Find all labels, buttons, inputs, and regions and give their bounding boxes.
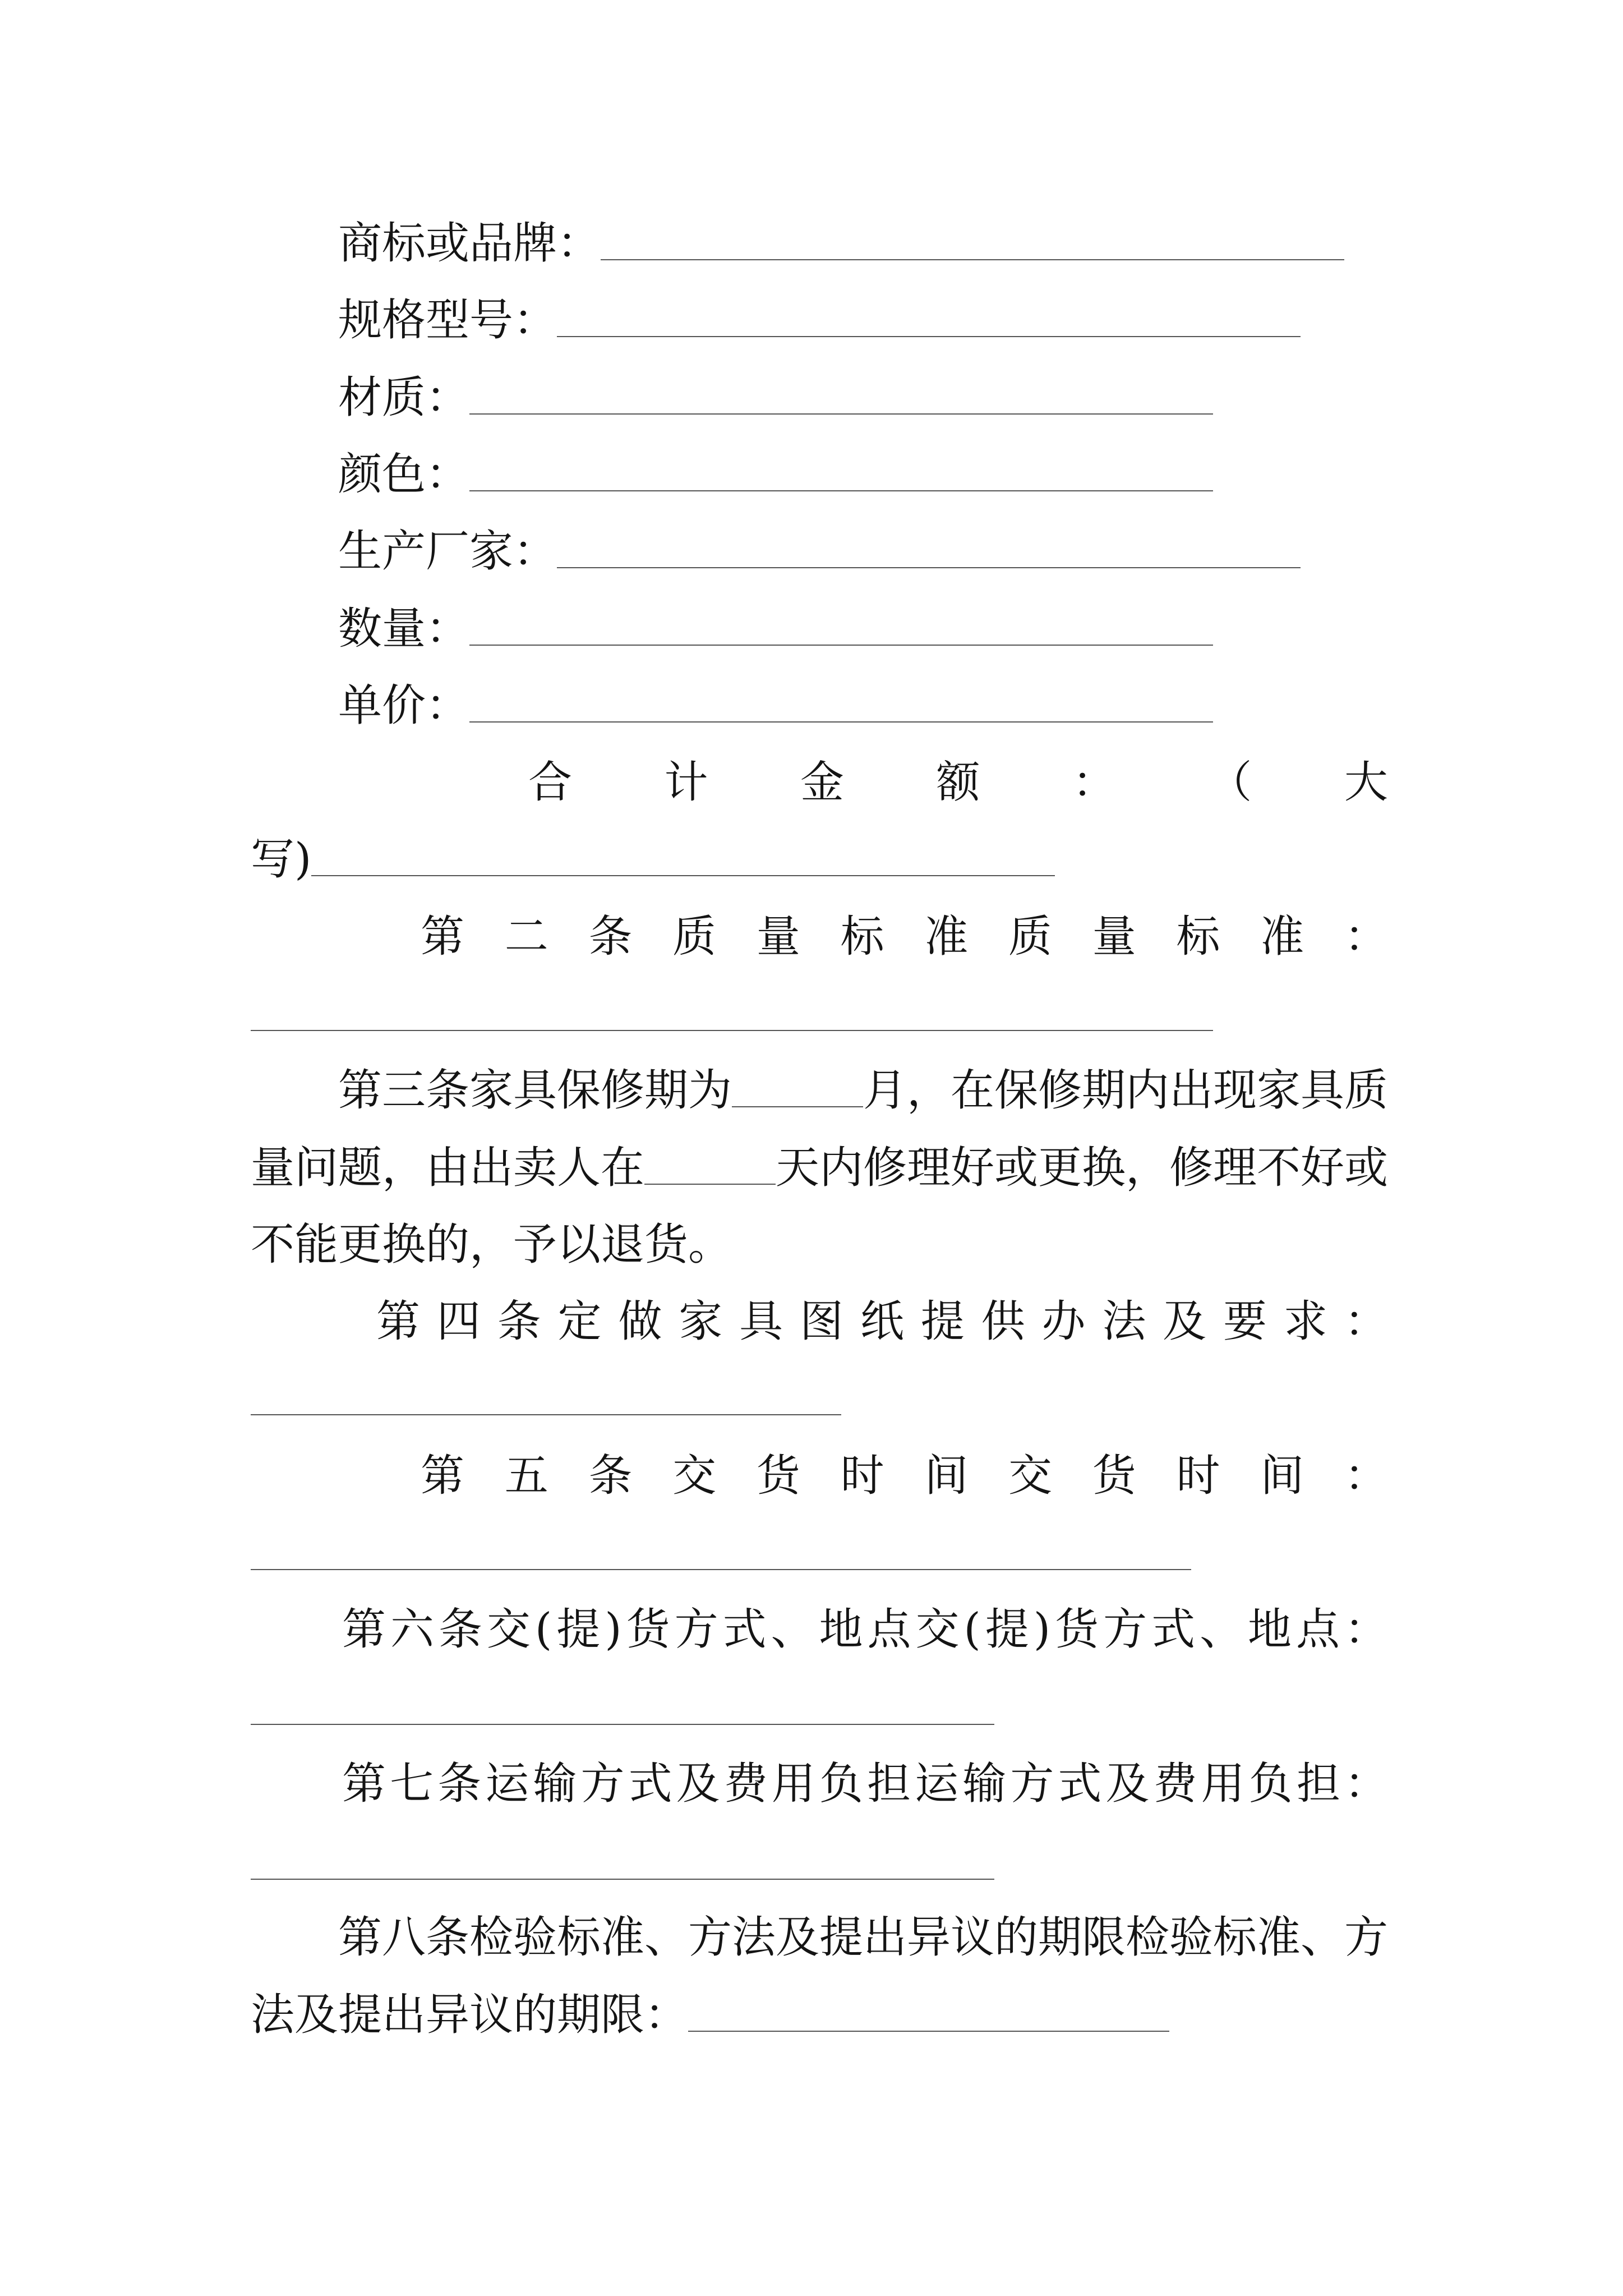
glyph: 输 [533,1759,577,1809]
article-7-heading [342,1759,1388,1809]
article-8-line-2 [251,1990,1169,2040]
article-5-heading [421,1451,1388,1501]
glyph: 量 [756,912,800,962]
article-3-text: 天内修理好或更换，修理不好或 [776,1143,1389,1193]
glyph: 方 [674,1604,718,1655]
glyph: 六 [390,1604,434,1655]
fill-in-blank [601,222,1344,260]
glyph: 费 [723,1759,768,1809]
field-label: 规格型号： [338,295,557,346]
glyph: 七 [390,1759,434,1809]
field-label: 商标或品牌： [338,218,601,269]
glyph: 提 [985,1604,1029,1655]
article-2-blank-line [251,1030,1213,1031]
glyph: 用 [771,1759,815,1809]
glyph: 第 [421,912,465,962]
glyph: 第 [342,1759,386,1809]
glyph: 条 [588,1451,633,1501]
article-5-blank-line [251,1569,1191,1570]
glyph: 提 [556,1604,601,1655]
glyph: 地 [1248,1604,1292,1655]
article-7-blank-line [251,1879,994,1880]
glyph: 时 [1176,1451,1220,1501]
color-field [338,449,1213,500]
glyph: 量 [1092,912,1136,962]
article-3-line-2 [251,1143,1389,1193]
glyph: 方 [1010,1759,1054,1809]
glyph: 金 [800,757,844,808]
glyph: 条 [497,1296,541,1347]
glyph: ) [605,1604,622,1655]
glyph: 用 [1201,1759,1245,1809]
glyph: 点 [1296,1604,1340,1655]
glyph: 负 [1248,1759,1293,1809]
glyph: 标 [840,912,884,962]
article-3-text: 量问题，由出卖人在 [251,1143,645,1193]
glyph: 四 [436,1296,481,1347]
field-label: 颜色： [338,449,470,500]
glyph: 交 [486,1604,531,1655]
glyph: 交 [915,1604,960,1655]
fill-in-blank [557,298,1301,337]
article-4-blank-line [251,1414,841,1415]
glyph: 方 [1103,1604,1147,1655]
glyph: 计 [664,757,708,808]
material-field [338,372,1213,423]
glyph: 货 [1055,1604,1099,1655]
glyph: 及 [676,1759,720,1809]
glyph: 条 [437,1759,482,1809]
glyph: 交 [1008,1451,1053,1501]
glyph: 货 [756,1451,800,1501]
article-3-line-3 [251,1220,732,1270]
glyph: 质 [1008,912,1053,962]
fill-in-blank [469,376,1213,415]
glyph: 点 [867,1604,911,1655]
glyph: 法 [1102,1296,1146,1347]
glyph: 提 [920,1296,965,1347]
glyph: ： [1344,1759,1388,1809]
glyph: 担 [1296,1759,1340,1809]
glyph: 具 [739,1296,783,1347]
glyph: 间 [1260,1451,1304,1501]
glyph: 五 [504,1451,548,1501]
glyph: 运 [485,1759,529,1809]
glyph: ) [1033,1604,1051,1655]
glyph: 担 [867,1759,911,1809]
glyph: 合 [528,757,573,808]
total-amount-label [528,757,1388,808]
glyph: （ [1208,757,1252,808]
field-label: 材质： [338,372,470,423]
article-8-text: 法及提出异议的期限： [251,1990,689,2040]
glyph: ： [1072,757,1116,808]
manufacturer-field [338,526,1301,577]
glyph: 大 [1344,757,1388,808]
glyph: 及 [1105,1759,1150,1809]
glyph: 地 [819,1604,863,1655]
fill-in-blank [469,684,1213,723]
glyph: 条 [438,1604,482,1655]
article-3-text: 不能更换的，予以退货。 [251,1220,732,1270]
fill-in-blank [557,530,1301,568]
repair-days-blank [644,1146,776,1185]
article-6-heading [342,1604,1388,1655]
article-4-heading [376,1296,1388,1347]
glyph: 方 [580,1759,625,1809]
glyph: 第 [376,1296,421,1347]
glyph: 办 [1041,1296,1086,1347]
glyph: 式 [1058,1759,1102,1809]
glyph: 间 [924,1451,969,1501]
article-3-line-1 [338,1065,1389,1116]
glyph: 准 [924,912,969,962]
fill-in-blank [469,453,1213,491]
glyph: 时 [840,1451,884,1501]
glyph: 货 [1092,1451,1136,1501]
glyph: 、 [771,1604,815,1655]
glyph: ： [1344,1604,1388,1655]
glyph: 额 [936,757,980,808]
field-label: 单价： [338,680,470,731]
glyph: ： [1344,1296,1388,1347]
glyph: ( [534,1604,552,1655]
article-8-text: 第八条检验标准、方法及提出异议的期限检验标准、方 [338,1912,1389,1963]
total-amount-field [251,834,1055,885]
fill-in-blank [469,607,1213,646]
fill-in-blank [311,838,1055,876]
glyph: 二 [504,912,548,962]
glyph: 式 [722,1604,767,1655]
glyph: 第 [421,1451,465,1501]
glyph: 求 [1283,1296,1327,1347]
glyph: 纸 [860,1296,904,1347]
unit-price-field [338,680,1213,731]
glyph: 质 [672,912,717,962]
glyph: 要 [1223,1296,1267,1347]
glyph: 家 [679,1296,723,1347]
brand-field [338,218,1344,269]
field-label: 数量： [338,604,470,654]
glyph: 货 [626,1604,670,1655]
model-field [338,295,1301,346]
article-2-heading [421,912,1388,962]
glyph: 图 [800,1296,844,1347]
field-label: 写) [251,834,312,885]
glyph: 负 [819,1759,863,1809]
field-label: 生产厂家： [338,526,557,577]
glyph: 式 [628,1759,672,1809]
article-3-text: 第三条家具保修期为 [338,1065,732,1116]
glyph: 输 [962,1759,1007,1809]
article-8-line-1 [338,1912,1389,1963]
fill-in-blank [688,1993,1169,2032]
glyph: ： [1344,1451,1388,1501]
article-3-text: 月，在保修期内出现家具质 [863,1065,1389,1116]
glyph: 费 [1153,1759,1197,1809]
article-6-blank-line [251,1724,994,1725]
glyph: 及 [1163,1296,1207,1347]
glyph: 供 [981,1296,1025,1347]
glyph: 做 [618,1296,662,1347]
quantity-field [338,604,1213,654]
glyph: 标 [1176,912,1220,962]
glyph: ： [1344,912,1388,962]
glyph: 定 [557,1296,602,1347]
glyph: 准 [1260,912,1304,962]
warranty-months-blank [732,1069,863,1107]
glyph: 第 [342,1604,386,1655]
glyph: 运 [915,1759,959,1809]
glyph: 条 [588,912,633,962]
glyph: 交 [672,1451,717,1501]
glyph: 、 [1200,1604,1244,1655]
glyph: 式 [1151,1604,1196,1655]
glyph: ( [963,1604,981,1655]
